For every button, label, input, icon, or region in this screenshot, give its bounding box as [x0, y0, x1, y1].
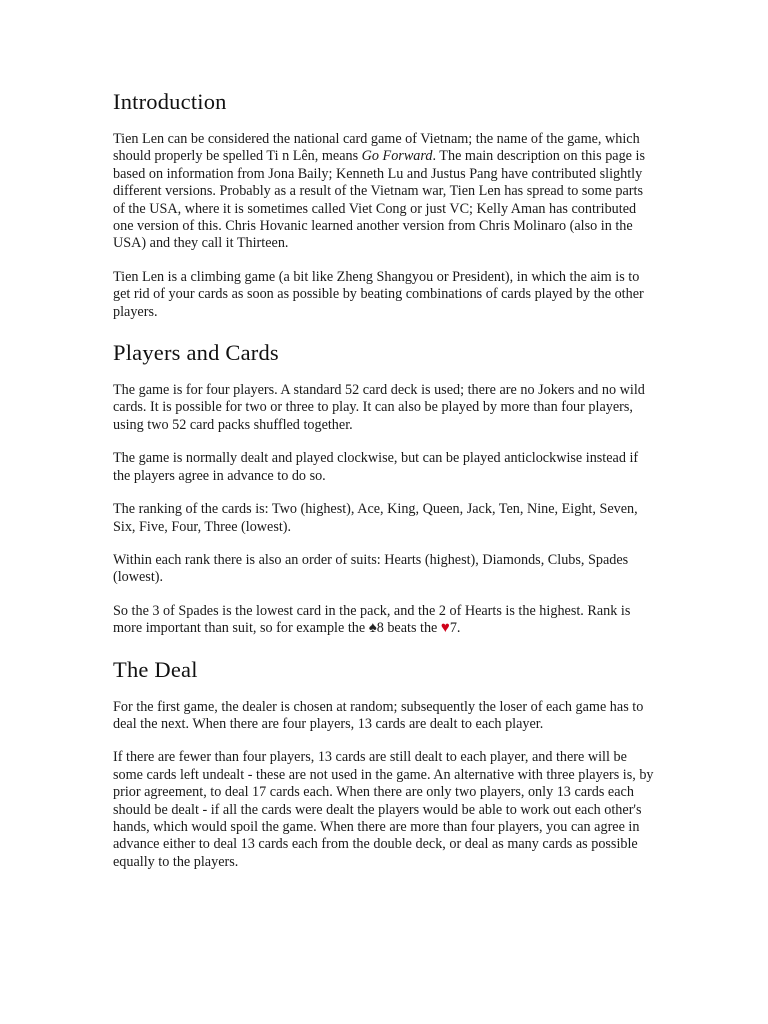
players-paragraph-5	[113, 603, 658, 638]
players-p5-text-b: 8 beats the	[376, 620, 441, 637]
suit-order-paragraph: Within each rank there is also an order of suits: Hearts (highest), Diamonds, Clubs, Spades (lowest).	[113, 551, 629, 586]
players-paragraph-2: The game is normally dealt and played clockwise, but can be played anticlockwise instead if the players agree in advance to do so.	[113, 450, 639, 484]
deal-paragraph-1: For the first game, the dealer is chosen at random; subsequently the loser of each game has to deal the next. When there are four players, 13 cards are dealt to each player.	[113, 698, 644, 732]
intro-p1-text-b: . The main description on this page is based on information from Jona Baily; Kenneth Lu and Justus Pang have contributed slightly different versions. Probably as a result of the Vietnam war, Tien Len has spread to some parts of the USA, where it is sometimes called Viet Cong or just VC; Kelly Aman has contributed one version of this. Chris Hovanic learned another version from Chris Molinaro (also in the USA) and they call it Thirteen.	[113, 148, 645, 252]
players-p5-text-c: 7.	[449, 620, 461, 637]
introduction-heading: Introduction	[113, 89, 227, 114]
spade-suit-icon: ♠	[368, 620, 377, 637]
players-p5-text-a: So the 3 of Spades is the lowest card in the pack, and the 2 of Hearts is the highest. Rank is more important than suit, so for example the	[113, 602, 631, 637]
players-paragraph-1: The game is for four players. A standard 52 card deck is used; there are no Jokers and no wild cards. It is possible for two or three to play. It can also be played by more than four players, using two 52 card packs shuffled together.	[113, 382, 645, 433]
the-deal-heading: The Deal	[113, 656, 198, 682]
heart-suit-icon: ♥	[440, 620, 450, 637]
go-forward-emphasis: Go Forward	[361, 148, 433, 165]
deal-paragraph-2: If there are fewer than four players, 13 cards are still dealt to each player, and there will be some cards left undealt - these are not used in the game. An alternative with three players is, by prior agreement, to deal 17 cards each. When there are only two players, only 13 cards each should be dealt - if all the cards were dealt the players would be able to work out each other's hands, which would spoil the game. When there are more than four players, you can agree in advance either to deal 13 cards each from the double deck, or deal as many cards as possible equally to the players.	[113, 749, 654, 870]
introduction-paragraph-1	[113, 131, 658, 253]
introduction-paragraph-2: Tien Len is a climbing game (a bit like Zheng Shangyou or President), in which the aim is to get rid of your cards as soon as possible by beating combinations of cards played by the other players.	[113, 268, 644, 320]
card-ranking-paragraph: The ranking of the cards is: Two (highest), Ace, King, Queen, Jack, Ten, Nine, Eight, Seven, Six, Five, Four, Three (lowest).	[113, 501, 638, 535]
players-and-cards-heading: Players and Cards	[113, 340, 279, 366]
intro-p1-text-a: Tien Len can be considered the national card game of Vietnam; the name of the game, which should properly be spelled Ti n Lên, means	[113, 131, 640, 165]
document-page	[113, 88, 658, 871]
